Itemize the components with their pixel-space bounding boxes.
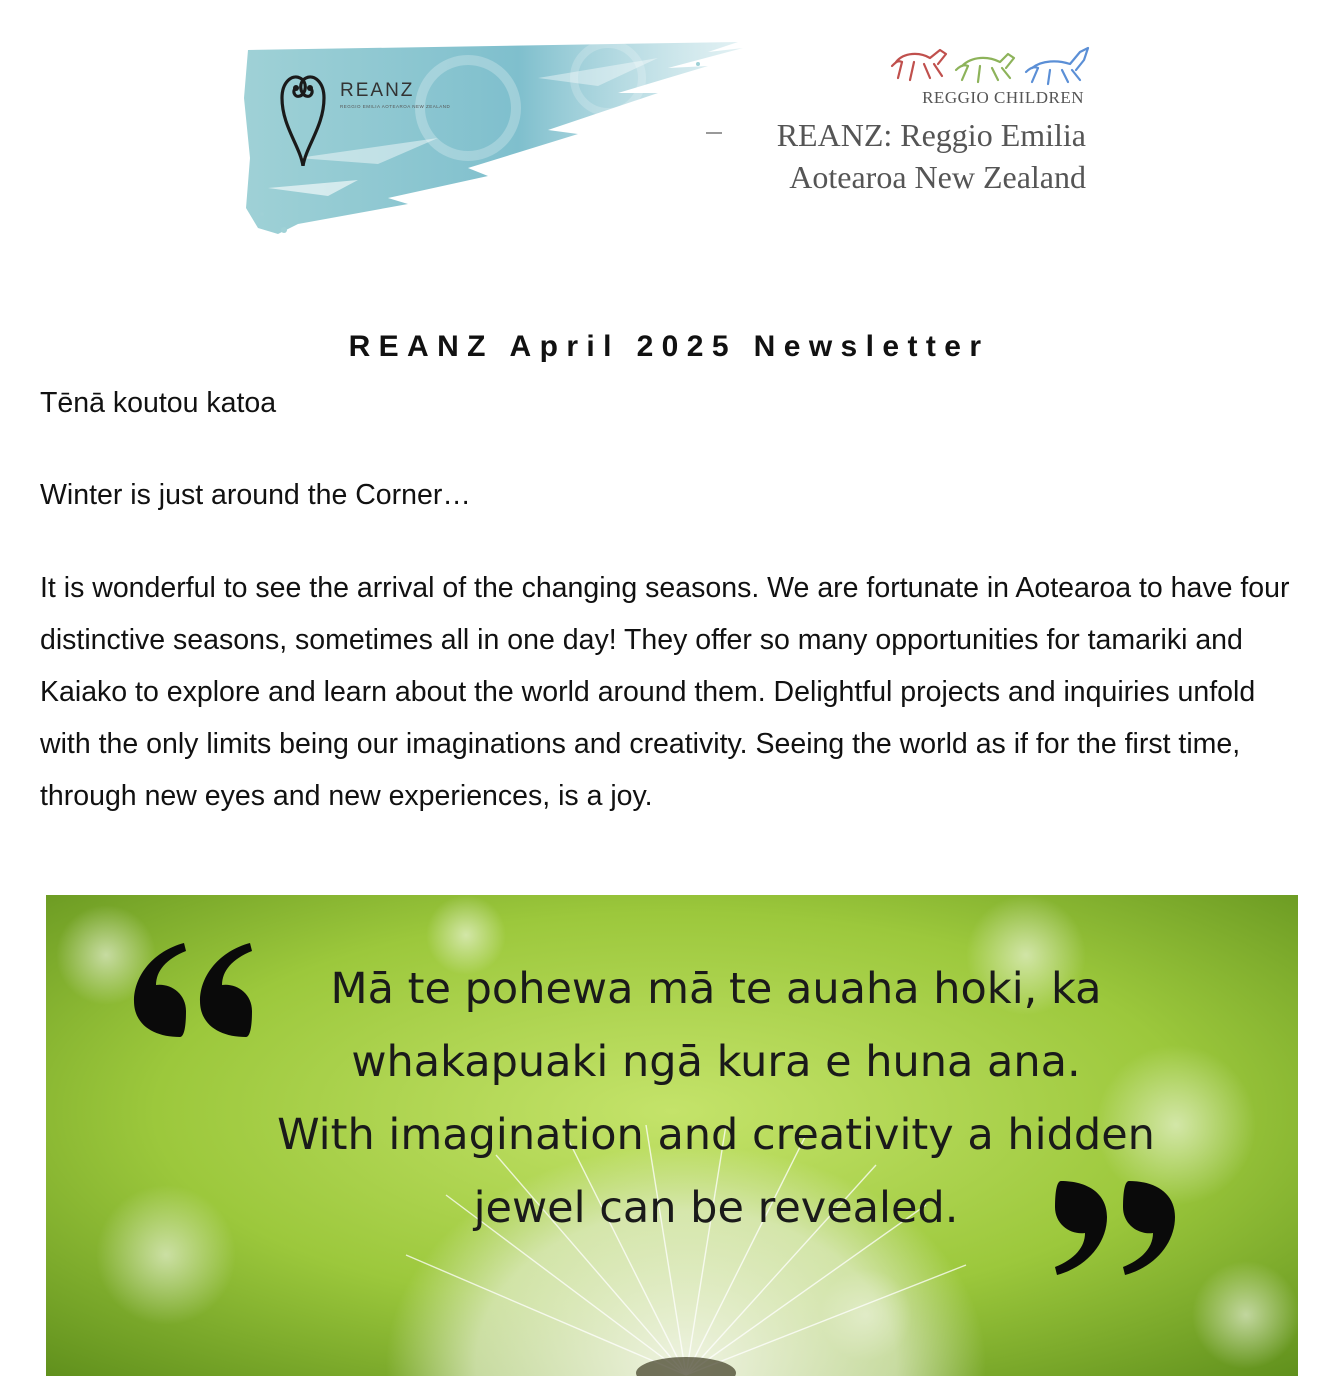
close-quote-icon <box>1049 1181 1181 1277</box>
reanz-heart-koru-icon <box>278 56 328 166</box>
quote-line-3: With imagination and creativity a hidden <box>277 1110 1155 1160</box>
banner-divider <box>706 132 722 134</box>
quote-line-1: Mā te pohewa mā te auaha hoki, ka <box>330 964 1102 1014</box>
subheading-text: Winter is just around the Corner… <box>40 479 471 511</box>
reanz-logo-text: REANZ <box>340 80 415 101</box>
reggio-children-label: REGGIO CHILDREN <box>922 88 1084 107</box>
banner-title-line-1: REANZ: Reggio Emilia <box>776 117 1086 153</box>
reanz-logo-subtitle: REGGIO EMILIA AOTEAROA NEW ZEALAND <box>340 104 451 109</box>
quote-line-2: whakapuaki ngā kura e huna ana. <box>351 1037 1081 1087</box>
banner-title <box>777 114 1086 198</box>
body-paragraph: It is wonderful to see the arrival of the changing seasons. We are fortunate in Aotearoa to have four distinctive seasons, sometimes all in one day! They offer so many opportunities for tamariki and Kaiako to explore and learn about the world around them. Delightful projects and inquiries unfold with the only limits being our imaginations and creativity. Seeing the world as if for the first time, through new eyes and new experiences, is a joy. <box>40 572 1290 812</box>
banner-title-line-2: Aotearoa New Zealand <box>789 159 1086 195</box>
greeting-text: Tēnā koutou katoa <box>40 387 277 419</box>
reggio-children-horses-icon <box>890 42 1100 88</box>
quote-image <box>46 895 1298 1376</box>
newsletter-title: REANZ April 2025 Newsletter <box>348 330 990 363</box>
header-banner <box>238 38 1100 238</box>
quote-line-4: jewel can be revealed. <box>473 1183 959 1233</box>
